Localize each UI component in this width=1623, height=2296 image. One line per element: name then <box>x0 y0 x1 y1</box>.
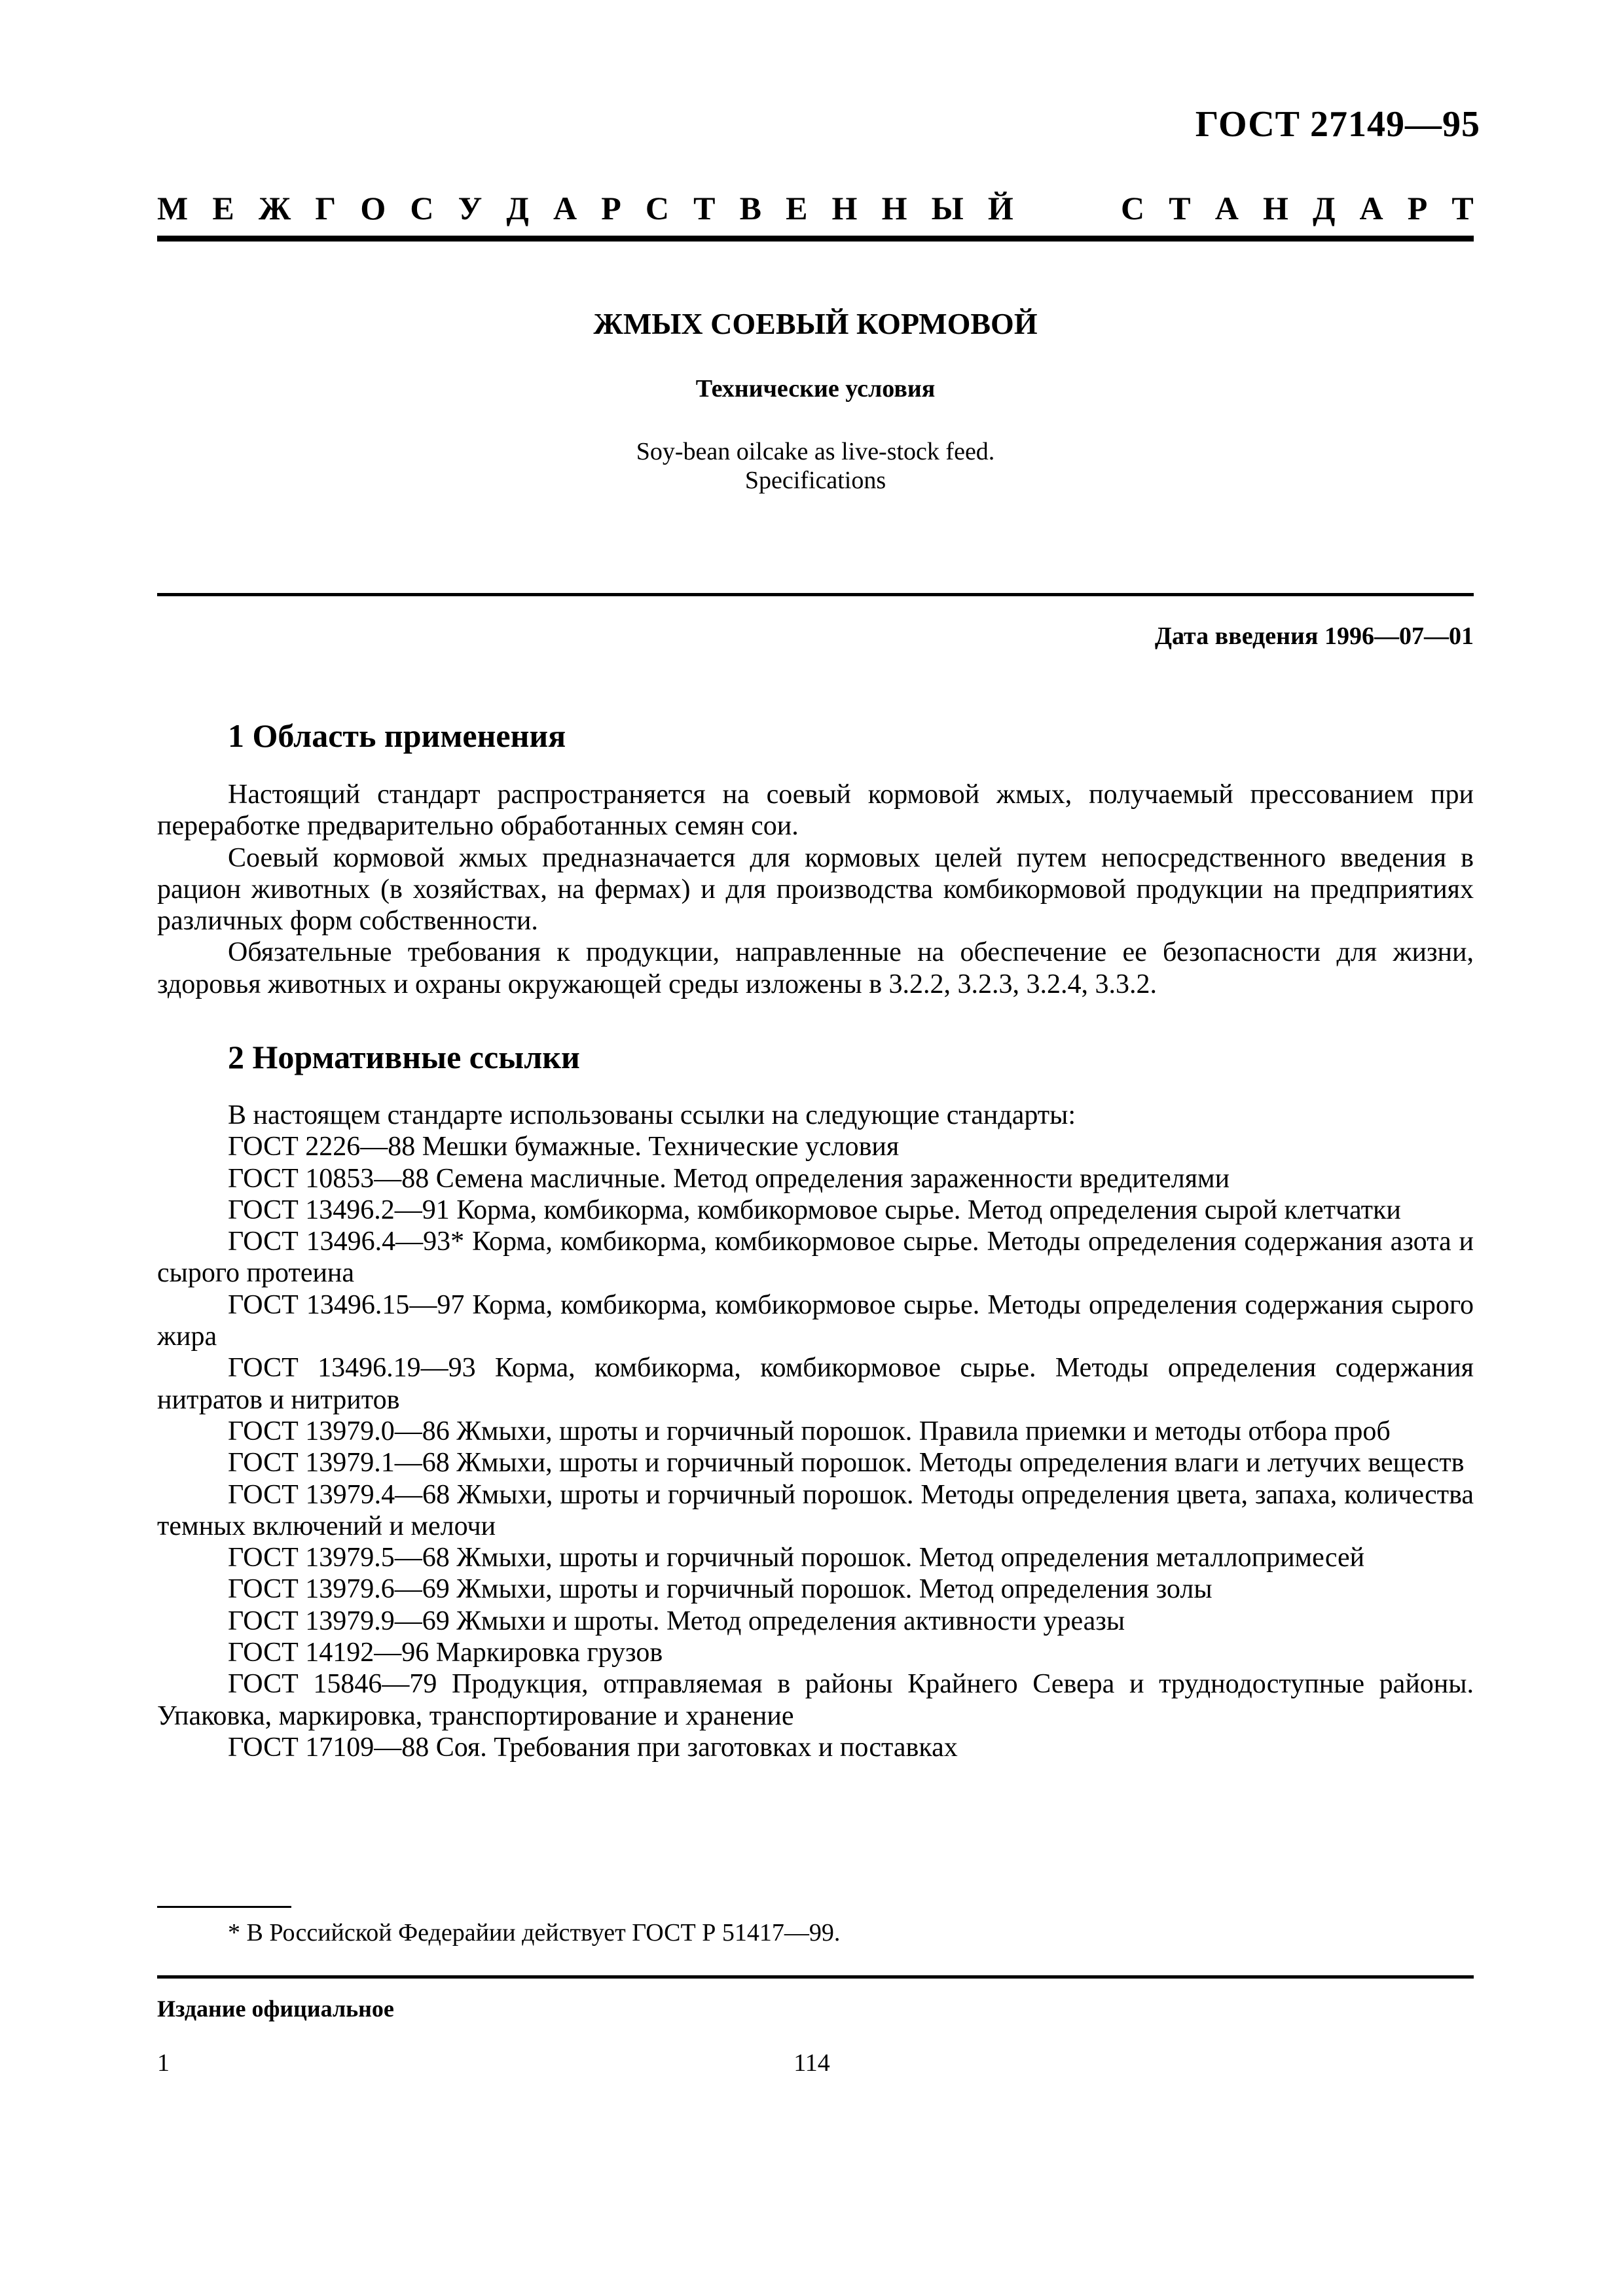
reference-item: ГОСТ 17109—88 Соя. Требования при заготовках и поставках <box>228 1732 958 1763</box>
banner-letter: Д <box>1312 190 1336 226</box>
reference-item: ГОСТ 13496.19—93 Корма, комбикорма, комбикормовое сырье. Методы определения содержания нитратов и нитритов <box>157 1353 1474 1415</box>
footnote: * В Российской Федерайии действует ГОСТ Р 51417—99. <box>228 1919 841 1946</box>
header-rule <box>157 236 1474 242</box>
page-number: 114 <box>793 2049 830 2077</box>
english-title-line: Soy-bean oilcake as live-stock feed. <box>636 438 995 465</box>
reference-item: ГОСТ 13496.2—91 Корма, комбикорма, комбикормовое сырье. Метод определения сырой клетчатки <box>228 1194 1401 1225</box>
banner-letter: Р <box>1407 190 1428 226</box>
banner-letter: М <box>157 190 189 226</box>
paragraph: Обязательные требования к продукции, направленные на обеспечение ее безопасности для жизни, здоровья животных и охраны окружающей среды изложены в 3.2.2, 3.2.3, 3.2.4, 3.3.2. <box>157 937 1474 999</box>
banner-letter: Р <box>601 190 621 226</box>
document-subtitle: Технические условия <box>695 375 936 403</box>
banner-letter: У <box>458 190 483 226</box>
section-2-heading: 2 Нормативные ссылки <box>228 1039 580 1075</box>
banner-letter: Н <box>831 190 858 226</box>
document-code: ГОСТ 27149—95 <box>1195 104 1480 145</box>
title-rule <box>157 593 1474 596</box>
banner-gap <box>1038 188 1097 228</box>
footer-rule <box>157 1975 1474 1979</box>
section-1-body <box>157 779 1474 1000</box>
banner-letter: Е <box>212 190 234 226</box>
banner-letter: С <box>645 190 669 226</box>
footnote-rule <box>157 1906 291 1908</box>
reference-item: ГОСТ 13979.9—69 Жмыхи и шроты. Метод определения активности уреазы <box>228 1605 1125 1636</box>
banner-letter: А <box>1359 190 1383 226</box>
page-number-left: 1 <box>157 2049 170 2077</box>
banner-letter: Г <box>315 190 337 226</box>
banner-letter: Н <box>1262 190 1288 226</box>
banner-letter: В <box>739 190 761 226</box>
section-1-heading: 1 Область применения <box>228 717 566 754</box>
reference-item: ГОСТ 10853—88 Семена масличные. Метод определения зараженности вредителями <box>228 1163 1230 1194</box>
banner-letter: Ы <box>931 190 964 226</box>
paragraph: В настоящем стандарте использованы ссылки на следующие стандарты: <box>228 1100 1076 1130</box>
banner-letter: А <box>553 190 577 226</box>
section-2-body <box>157 1100 1474 1763</box>
reference-item: ГОСТ 2226—88 Мешки бумажные. Технические условия <box>228 1132 900 1162</box>
banner-letter: Й <box>987 190 1013 226</box>
paragraph: Настоящий стандарт распространяется на соевый кормовой жмых, получаемый прессованием при переработке предварительно обработанных семян сои. <box>157 780 1474 842</box>
banner-letter: Ж <box>258 190 291 226</box>
banner-letter: Т <box>693 190 716 226</box>
english-title <box>157 437 1474 495</box>
reference-item: ГОСТ 13496.4—93* Корма, комбикорма, комбикормовое сырье. Методы определения содержания азота и сырого протеина <box>157 1227 1474 1289</box>
reference-item: ГОСТ 13496.15—97 Корма, комбикорма, комбикормовое сырье. Методы определения содержания сырого жира <box>157 1289 1474 1352</box>
reference-item: ГОСТ 13979.6—69 Жмыхи, шроты и горчичный порошок. Метод определения золы <box>228 1574 1213 1605</box>
banner-letter: О <box>360 190 386 226</box>
reference-item: ГОСТ 13979.0—86 Жмыхи, шроты и горчичный порошок. Правила приемки и методы отбора проб <box>228 1416 1391 1446</box>
banner-letter: Е <box>786 190 808 226</box>
document-title: ЖМЫХ СОЕВЫЙ КОРМОВОЙ <box>593 307 1038 340</box>
banner-letter: Н <box>881 190 907 226</box>
reference-item: ГОСТ 13979.4—68 Жмыхи, шроты и горчичный порошок. Методы определения цвета, запаха, количества темных включений и мелочи <box>157 1479 1474 1541</box>
reference-item: ГОСТ 15846—79 Продукция, отправляемая в районы Крайнего Севера и труднодоступные районы. Упаковка, маркировка, транспортирование и хранение <box>157 1669 1474 1731</box>
edition-label: Издание официальное <box>157 1996 394 2022</box>
banner-letter: А <box>1214 190 1239 226</box>
reference-item: ГОСТ 13979.1—68 Жмыхи, шроты и горчичный порошок. Методы определения влаги и летучих веществ <box>228 1448 1465 1479</box>
banner-letter: Д <box>506 190 529 226</box>
banner-letter: С <box>410 190 434 226</box>
banner-letter: Т <box>1169 190 1191 226</box>
paragraph: Соевый кормовой жмых предназначается для кормовых целей путем непосредственного введения в рацион животных (в хозяйствах, на фермах) и для производства комбикормовой продукции на предприятиях различных форм собственности. <box>157 842 1474 937</box>
introduction-date: Дата введения 1996—07—01 <box>1154 622 1474 650</box>
standard-banner <box>157 188 1474 228</box>
banner-letter: Т <box>1451 190 1474 226</box>
english-title-line: Specifications <box>744 467 886 494</box>
reference-item: ГОСТ 14192—96 Маркировка грузов <box>228 1638 663 1668</box>
banner-letter: С <box>1121 190 1145 226</box>
reference-item: ГОСТ 13979.5—68 Жмыхи, шроты и горчичный порошок. Метод определения металлопримесей <box>228 1543 1365 1573</box>
